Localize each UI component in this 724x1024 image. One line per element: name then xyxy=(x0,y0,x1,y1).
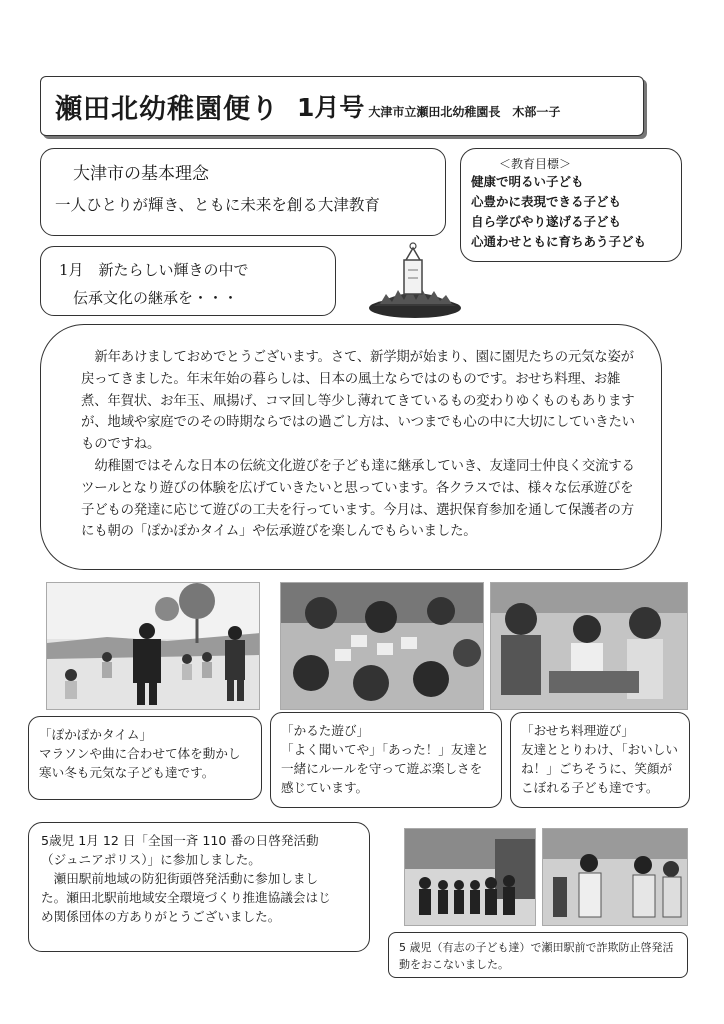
caption-text: マラソンや曲に合わせて体を動かし寒い冬も元気な子ども達です。 xyxy=(39,746,241,780)
goal-item: 自ら学びやり遂げる子ども xyxy=(471,214,622,229)
theme-line-2: 伝承文化の継承を・・・ xyxy=(73,289,239,307)
goals-heading: ＜教育目標＞ xyxy=(499,157,572,171)
caption-karuta xyxy=(270,712,502,808)
caption-title: 「おせち料理遊び」 xyxy=(521,723,634,738)
caption-text: 5 歳児（有志の子ども達）で瀬田駅前で詐欺防止啓発活動をおこないました。 xyxy=(399,941,674,971)
education-goals-box xyxy=(460,148,682,262)
message-paragraph: 新年あけましておめでとうございます。さて、新学期が始まり、園に園児たちの元気な姿が戻ってきました。年末年始の暮らしは、日本の風土ならではのものです。おせち料理、お雑煮、年賀状、お年玉、凧揚げ、コマ回し等少し薄れてきているもの変わりゆくものもありますが、地域や家庭でのその時期ならではの過ごし方は、いつまでも心の中に大切にしていきたいものですね。 xyxy=(81,350,635,453)
monthly-theme-box xyxy=(40,246,336,316)
theme-line-1: 1月 新たらしい輝きの中で xyxy=(59,261,249,279)
caption-title: 「ぽかぽかタイム」 xyxy=(39,727,153,742)
caption-text: 友達ととりわけ、「おいしいね！」ごちそうに、笑顔がこぼれる子ども達です。 xyxy=(521,742,678,795)
caption-osechi xyxy=(510,712,690,808)
report-line: た。瀬田北駅前地域安全環境づくり推進協議会はじ xyxy=(41,890,331,905)
philosophy-heading: 大津市の基本理念 xyxy=(73,164,209,184)
junior-police-report-box xyxy=(28,822,370,952)
principal-message-box xyxy=(40,324,662,570)
philosophy-text: 一人ひとりが輝き、ともに未来を創る大津教育 xyxy=(55,196,380,214)
caption-title: 「かるた遊び」 xyxy=(281,723,370,738)
photo-pokapoka-time xyxy=(46,582,260,710)
report-line: め関係団体の方ありがとうございました。 xyxy=(41,909,281,924)
new-year-decoration-illustration xyxy=(360,240,470,322)
photo-osechi xyxy=(490,582,688,710)
goal-item: 心豊かに表現できる子ども xyxy=(471,194,622,209)
newsletter-header xyxy=(40,76,644,136)
photo-station-campaign-flyers xyxy=(542,828,688,926)
report-line: 5歳児 1月 12 日「全国一斉 110 番の日啓発活動 xyxy=(41,833,319,848)
caption-pokapoka-time xyxy=(28,716,262,800)
caption-text: 「よく聞いてや」「あった！」友達と一緒にルールを守って遊ぶ楽しさを感じています。 xyxy=(281,742,489,795)
photo-station-campaign-group xyxy=(404,828,536,926)
basic-philosophy-box xyxy=(40,148,446,236)
photo-karuta xyxy=(280,582,484,710)
message-paragraph: 幼稚園ではそんな日本の伝統文化遊びを子ども達に継承していき、友達同士仲良く交流するツールとなり遊びの体験を広げていきたいと思っています。各クラスでは、様々な伝承遊びを子どもの発達に応じて遊びの工夫を行っています。今月は、選択保育参加を通して保護者の方にも朝の「ぽかぽかタイム」や伝承遊びを楽しんでもらいました。 xyxy=(81,458,635,540)
newsletter-title: 瀬田北幼稚園便り xyxy=(55,93,279,125)
report-line: 瀬田駅前地域の防犯街頭啓発活動に参加しまし xyxy=(53,871,319,886)
goal-item: 健康で明るい子ども xyxy=(471,174,584,189)
station-campaign-caption xyxy=(388,932,688,978)
goal-item: 心通わせともに育ちあう子ども xyxy=(471,234,647,249)
issue-month: 1月号 xyxy=(297,93,365,122)
principal-name: 大津市立瀬田北幼稚園長 木部一子 xyxy=(368,104,561,119)
report-line: （ジュニアポリス）」に参加しました。 xyxy=(41,852,261,867)
